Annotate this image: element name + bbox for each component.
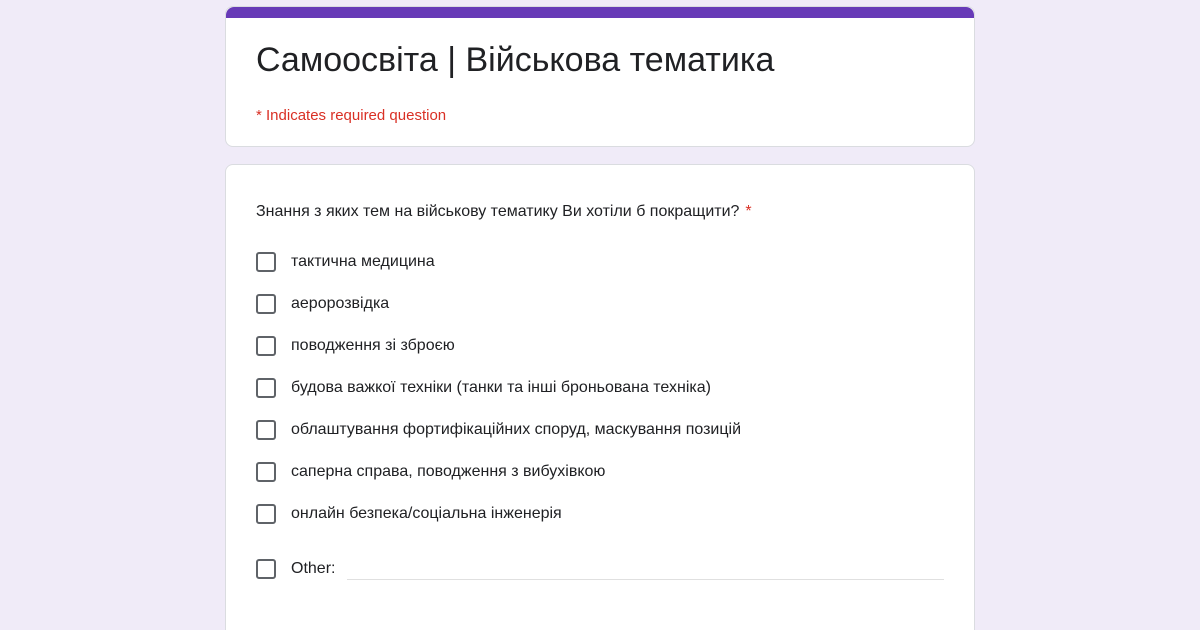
checkbox-icon[interactable] [256,420,276,440]
checkbox-icon[interactable] [256,336,276,356]
required-note: * Indicates required question [256,106,447,124]
required-asterisk: * [745,202,752,220]
question-text [256,201,944,223]
option-label: поводження зі зброєю [291,336,455,354]
option-row-heavy-vehicles[interactable] [256,378,944,398]
option-row-fortifications[interactable] [256,420,944,440]
option-row-tactical-medicine[interactable] [256,252,944,272]
form-header-card [225,6,975,147]
checkbox-icon[interactable] [256,462,276,482]
checkbox-icon[interactable] [256,559,276,579]
question-card [225,164,975,630]
checkbox-icon[interactable] [256,252,276,272]
option-row-other[interactable] [256,558,944,580]
option-label: тактична медицина [291,252,435,270]
form-page [225,0,975,630]
option-label: аеророзвідка [291,294,390,312]
option-row-weapons-handling[interactable] [256,336,944,356]
checkbox-icon[interactable] [256,294,276,314]
checkbox-icon[interactable] [256,504,276,524]
option-label: онлайн безпека/соціальна інженерія [291,504,562,522]
option-label: облаштування фортифікаційних споруд, маскування позицій [291,420,742,438]
option-row-online-security[interactable] [256,504,944,524]
other-option-label: Other: [291,559,336,577]
question-text-label: Знання з яких тем на військову тематику Ви хотіли б покращити? [256,202,740,220]
form-title: Самоосвіта | Військова тематика [256,41,775,79]
form-header-body [226,18,974,146]
option-row-sapper[interactable] [256,462,944,482]
checkbox-icon[interactable] [256,378,276,398]
option-label: будова важкої техніки (танки та інші броньована техніка) [291,378,711,396]
form-accent-bar [226,7,974,18]
other-text-input[interactable] [347,558,944,580]
option-label: саперна справа, поводження з вибухівкою [291,462,606,480]
option-row-aerial-recon[interactable] [256,294,944,314]
